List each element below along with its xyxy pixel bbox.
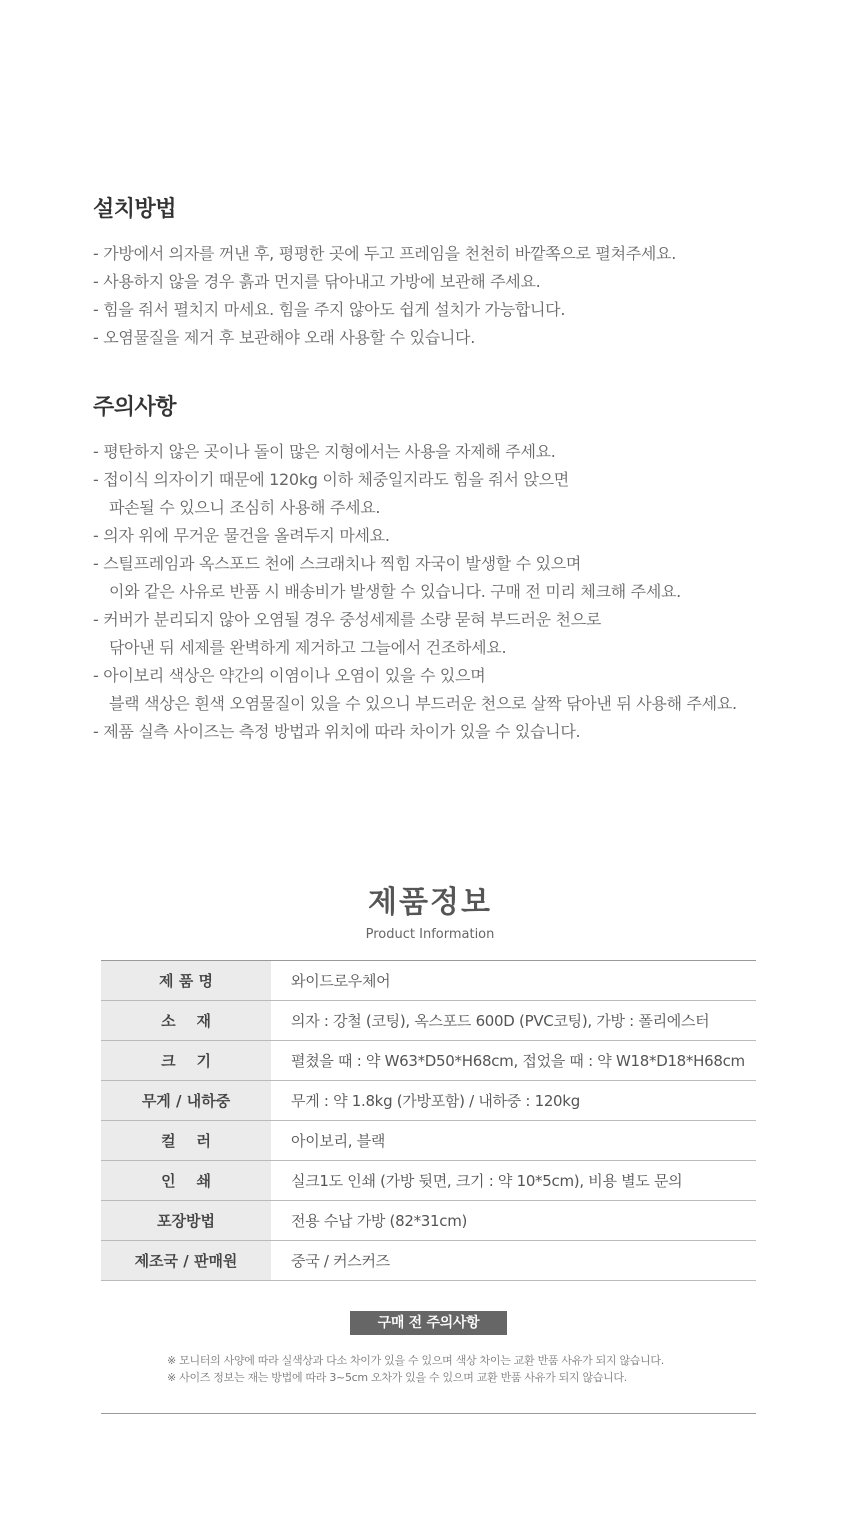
purchase-caution-notes: [167, 1352, 767, 1386]
caution-item-text: 블랙 색상은 흰색 오염물질이 있을 수 있으니 부드러운 천으로 살짝 닦아낸 뒤 사용해 주세요.: [109, 694, 737, 713]
caution-item: - 커버가 분리되지 않아 오염될 경우 중성세제를 소량 묻혀 부드러운 천으로: [93, 610, 602, 629]
product-spec-table: [101, 960, 756, 1281]
caution-item-continuation: [93, 690, 793, 718]
spec-label: 소 재: [101, 1001, 271, 1041]
table-row: [101, 1161, 756, 1201]
caution-note: ※ 모니터의 사양에 따라 실색상과 다소 차이가 있을 수 있으며 색상 차이는 교환 반품 사유가 되지 않습니다.: [167, 1354, 664, 1367]
spec-label: 크 기: [101, 1041, 271, 1081]
caution-item-continuation: [93, 634, 793, 662]
caution-list: [93, 438, 793, 746]
caution-item: - 접이식 의자이기 때문에 120kg 이하 체중일지라도 힘을 줘서 앉으면: [93, 470, 569, 489]
caution-title: 주의사항: [93, 395, 177, 420]
caution-item-continuation: [93, 494, 793, 522]
install-section: [93, 195, 793, 352]
spec-value: 펼쳤을 때 : 약 W63*D50*H68cm, 접었을 때 : 약 W18*D18*H68cm: [271, 1041, 756, 1081]
spec-label: 제조국 / 판매원: [101, 1241, 271, 1281]
table-row: [101, 1241, 756, 1281]
caution-item: - 스틸프레임과 옥스포드 천에 스크래치나 찍힘 자국이 발생할 수 있으며: [93, 554, 582, 573]
table-row: [101, 1121, 756, 1161]
table-row: [101, 1201, 756, 1241]
caution-item-continuation: [93, 578, 793, 606]
install-item: - 힘을 줘서 펼치지 마세요. 힘을 주지 않아도 쉽게 설치가 가능합니다.: [93, 300, 566, 319]
spec-value: 와이드로우체어: [271, 961, 756, 1001]
caution-item: - 아이보리 색상은 약간의 이염이나 오염이 있을 수 있으며: [93, 666, 486, 685]
table-row: [101, 1041, 756, 1081]
spec-label: 포장방법: [101, 1201, 271, 1241]
table-row: [101, 961, 756, 1001]
bottom-divider: [101, 1413, 756, 1414]
spec-value: 중국 / 커스커즈: [271, 1241, 756, 1281]
caution-item-text: 파손될 수 있으니 조심히 사용해 주세요.: [109, 498, 381, 517]
install-list: [93, 240, 793, 352]
caution-item-text: 닦아낸 뒤 세제를 완벽하게 제거하고 그늘에서 건조하세요.: [109, 638, 507, 657]
caution-note: ※ 사이즈 정보는 재는 방법에 따라 3~5cm 오차가 있을 수 있으며 교환 반품 사유가 되지 않습니다.: [167, 1371, 627, 1384]
product-info-subtitle: Product Information: [365, 927, 495, 942]
install-title: 설치방법: [93, 197, 177, 222]
caution-item-text: 이와 같은 사유로 반품 시 배송비가 발생할 수 있습니다. 구매 전 미리 체크해 주세요.: [109, 582, 681, 601]
table-row: [101, 1001, 756, 1041]
spec-label: 컬 러: [101, 1121, 271, 1161]
caution-section: [93, 393, 793, 746]
table-row: [101, 1081, 756, 1121]
caution-item: - 평탄하지 않은 곳이나 돌이 많은 지형에서는 사용을 자제해 주세요.: [93, 442, 556, 461]
spec-value: 의자 : 강철 (코팅), 옥스포드 600D (PVC코팅), 가방 : 폴리에스터: [271, 1001, 756, 1041]
install-item: - 오염물질을 제거 후 보관해야 오래 사용할 수 있습니다.: [93, 328, 475, 347]
install-item: - 사용하지 않을 경우 흙과 먼지를 닦아내고 가방에 보관해 주세요.: [93, 272, 541, 291]
product-info-title: 제품정보: [368, 885, 492, 920]
caution-item: - 제품 실측 사이즈는 측정 방법과 위치에 따라 차이가 있을 수 있습니다.: [93, 722, 581, 741]
spec-value: 아이보리, 블랙: [271, 1121, 756, 1161]
spec-value: 무게 : 약 1.8kg (가방포함) / 내하중 : 120kg: [271, 1081, 756, 1121]
spec-label: 무게 / 내하중: [101, 1081, 271, 1121]
caution-item: - 의자 위에 무거운 물건을 올려두지 마세요.: [93, 526, 390, 545]
install-item: - 가방에서 의자를 꺼낸 후, 평평한 곳에 두고 프레임을 천천히 바깥쪽으로 펼쳐주세요.: [93, 244, 676, 263]
spec-label: 인 쇄: [101, 1161, 271, 1201]
spec-value: 실크1도 인쇄 (가방 뒷면, 크기 : 약 10*5cm), 비용 별도 문의: [271, 1161, 756, 1201]
spec-value: 전용 수납 가방 (82*31cm): [271, 1201, 756, 1241]
spec-label: 제 품 명: [101, 961, 271, 1001]
purchase-caution-badge: 구매 전 주의사항: [350, 1311, 507, 1335]
